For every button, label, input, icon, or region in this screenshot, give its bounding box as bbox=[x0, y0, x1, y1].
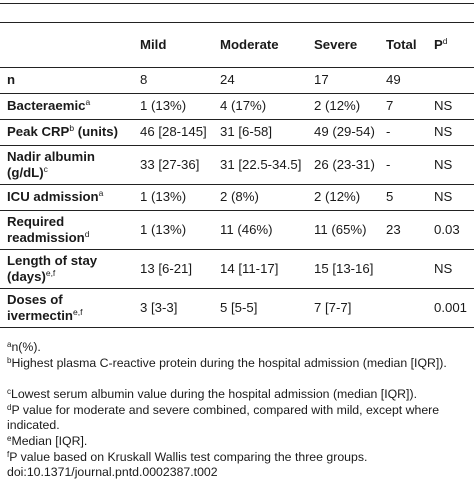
row-label-nadir-albumin: Nadir albumin $(g/dL)^c$ bbox=[0, 146, 133, 185]
severity-table bbox=[0, 22, 474, 328]
footnote-c: $^c$Lowest serum albumin value during the hospital admission (median [IQR]). bbox=[7, 387, 417, 401]
cell: 31 [6-58] bbox=[213, 120, 307, 146]
doi-text: doi:10.1371/journal.pntd.0002387.t002 bbox=[7, 465, 218, 479]
cell: 13 [6-21] bbox=[133, 250, 213, 289]
footnote-a: $^a$n(%). bbox=[7, 340, 41, 354]
row-label-n: n bbox=[0, 68, 133, 94]
table-row bbox=[0, 289, 474, 328]
header-cell-moderate: Moderate bbox=[213, 23, 307, 68]
header-cell-mild: Mild bbox=[133, 23, 213, 68]
table-row bbox=[0, 185, 474, 211]
row-label-doses-of-ivermectin: Doses of ivermectin$^{e,f}$ bbox=[0, 289, 133, 328]
table-row bbox=[0, 120, 474, 146]
cell: 26 (23-31) bbox=[307, 146, 379, 185]
cell: 46 [28-145] bbox=[133, 120, 213, 146]
cell: 3 [3-3] bbox=[133, 289, 213, 328]
cell: 49 (29-54) bbox=[307, 120, 379, 146]
cell: 2 (8%) bbox=[213, 185, 307, 211]
row-label-required-readmission: Required readmission$^d$ bbox=[0, 211, 133, 250]
table-row bbox=[0, 94, 474, 120]
cell: 49 bbox=[379, 68, 427, 94]
footnote-d: $^d$P value for moderate and severe combined, compared with mild, except where indicated. bbox=[7, 403, 440, 432]
cell: NS bbox=[427, 94, 474, 120]
cell: 5 bbox=[379, 185, 427, 211]
table-row bbox=[0, 211, 474, 250]
cell: 2 (12%) bbox=[307, 94, 379, 120]
row-label-length-of-stay: Length of stay (days)$^{e,f}$ bbox=[0, 250, 133, 289]
header-cell-blank bbox=[0, 23, 133, 68]
cell: 31 [22.5-34.5] bbox=[213, 146, 307, 185]
cell: 1 (13%) bbox=[133, 94, 213, 120]
cell: 0.001 bbox=[427, 289, 474, 328]
header-p-superscript: d bbox=[442, 35, 448, 46]
row-label-peak-crp: Peak CRP$^b$ (units) bbox=[0, 120, 133, 146]
cell: NS bbox=[427, 250, 474, 289]
cell: 23 bbox=[379, 211, 427, 250]
header-row bbox=[0, 23, 474, 68]
cell: 24 bbox=[213, 68, 307, 94]
cell: - bbox=[379, 146, 427, 185]
cell: 5 [5-5] bbox=[213, 289, 307, 328]
table-container bbox=[0, 22, 474, 328]
row-label-icu-admission: ICU admission$^a$ bbox=[0, 185, 133, 211]
footnote-f: $^f$P value based on Kruskall Wallis test comparing the three groups. bbox=[7, 450, 368, 464]
table-row bbox=[0, 250, 474, 289]
row-label-bacteraemic: Bacteraemic$^a$ bbox=[0, 94, 133, 120]
cell: NS bbox=[427, 185, 474, 211]
cell: 14 [11-17] bbox=[213, 250, 307, 289]
cell: 1 (13%) bbox=[133, 185, 213, 211]
cell: 4 (17%) bbox=[213, 94, 307, 120]
cell bbox=[427, 68, 474, 94]
cell: 17 bbox=[307, 68, 379, 94]
cell: 2 (12%) bbox=[307, 185, 379, 211]
cell: 8 bbox=[133, 68, 213, 94]
cell bbox=[379, 289, 427, 328]
table-row bbox=[0, 146, 474, 185]
table-row bbox=[0, 68, 474, 94]
cell: - bbox=[379, 120, 427, 146]
cell: NS bbox=[427, 120, 474, 146]
header-cell-p: $P^d$ bbox=[427, 23, 474, 68]
cell bbox=[379, 250, 427, 289]
cell: 7 bbox=[379, 94, 427, 120]
footnote-b: $^b$Highest plasma C-reactive protein during the hospital admission (median [IQR]). bbox=[7, 356, 447, 370]
cell: 1 (13%) bbox=[133, 211, 213, 250]
header-cell-severe: Severe bbox=[307, 23, 379, 68]
cell: 11 (65%) bbox=[307, 211, 379, 250]
cell: 15 [13-16] bbox=[307, 250, 379, 289]
cell: 0.03 bbox=[427, 211, 474, 250]
cell: 11 (46%) bbox=[213, 211, 307, 250]
cell: 7 [7-7] bbox=[307, 289, 379, 328]
cell: 33 [27-36] bbox=[133, 146, 213, 185]
header-cell-total: Total bbox=[379, 23, 427, 68]
footnote-e: $^e$Median [IQR]. bbox=[7, 434, 88, 448]
cell: NS bbox=[427, 146, 474, 185]
top-rule bbox=[0, 3, 474, 4]
